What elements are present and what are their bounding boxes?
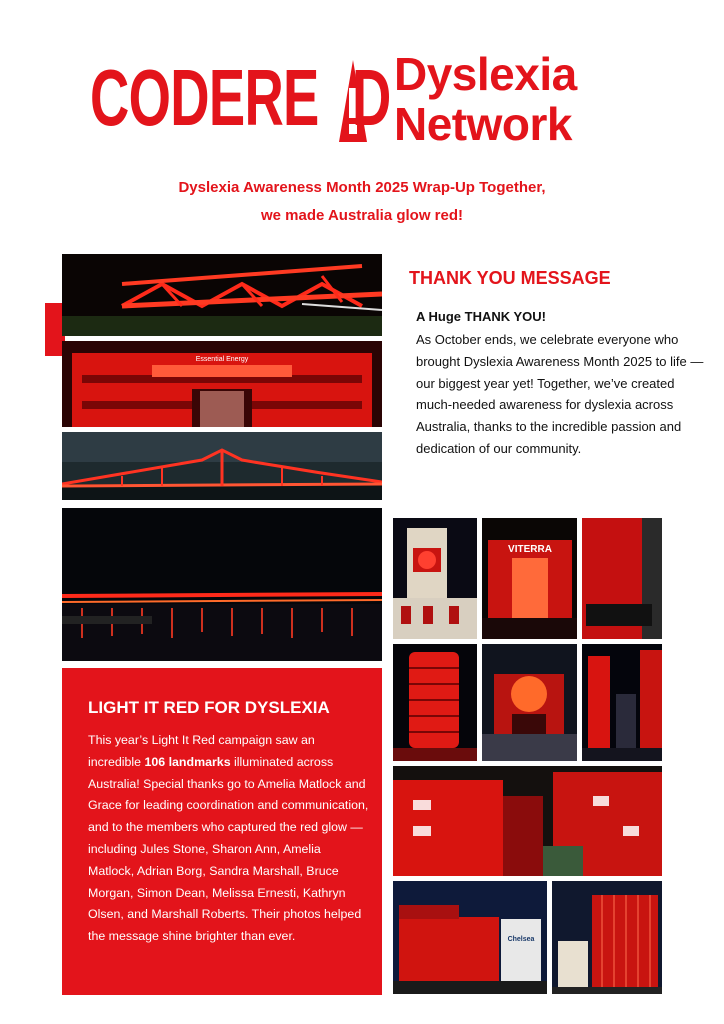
landmark-count: 106 landmarks	[144, 754, 231, 769]
logo-d-letter: D	[352, 53, 392, 142]
logo-network: Network	[394, 98, 572, 150]
photo-red-harbour-bridge	[62, 508, 382, 661]
photo-clock-tower	[393, 518, 477, 639]
page-subtitle	[100, 174, 624, 230]
light-it-red-body	[88, 730, 370, 948]
photo-red-office-building	[62, 341, 382, 427]
light-it-red-heading: LIGHT IT RED FOR DYSLEXIA	[88, 698, 330, 717]
photo-viterra-silo	[482, 518, 577, 639]
photo-chelsea-school	[393, 881, 547, 994]
thank-you-body: As October ends, we celebrate everyone who brought Dyslexia Awareness Month 2025 to life — our biggest year yet! Together, we’ve created much-needed awareness for dyslexia across Australia, thanks to the incredible passion and dedication of our community.	[416, 332, 704, 456]
subtitle-line-1: Dyslexia Awareness Month 2025 Wrap-Up Together,	[178, 179, 546, 196]
photo-luna-park	[482, 644, 577, 761]
photo-red-modern-building	[393, 766, 662, 876]
logo-codered-text: CODERE	[90, 53, 319, 142]
body-text-end: illuminated across Australia! Special thanks go to Amelia Matlock and Grace for leading coordination and communication, and to the members who captured the red glow — including Jules Stone, Sharon Ann, Amelia Matlock, Adrian Borg, Sandra Marshall, Bruce Morgan, Simon Dean, Melissa Ernesti, Kathryn Olsen, and Marshall Roberts. Their photos helped the message shine brighter than ever.	[88, 754, 369, 944]
body-text-start: This year’s Light It Red campaign saw an incredible	[88, 733, 315, 769]
photo-red-round-tower	[393, 644, 477, 761]
logo-dyslexia: Dyslexia	[394, 48, 577, 100]
thank-you-heading: THANK YOU MESSAGE	[409, 268, 611, 288]
school-sign-text: Chelsea	[507, 936, 535, 943]
subtitle-line-2: we made Australia glow red!	[261, 207, 463, 224]
photo-red-wall	[582, 518, 662, 639]
thank-you-lead: A Huge THANK YOU!	[416, 309, 546, 324]
photo-red-towers-city	[582, 644, 662, 761]
building-sign-text: Essential Energy	[195, 356, 249, 363]
photo-red-glass-building	[552, 881, 662, 994]
silo-sign-text: VITERRA	[508, 544, 552, 555]
photo-red-truss-bridge	[62, 254, 382, 336]
photo-story-bridge	[62, 432, 382, 500]
